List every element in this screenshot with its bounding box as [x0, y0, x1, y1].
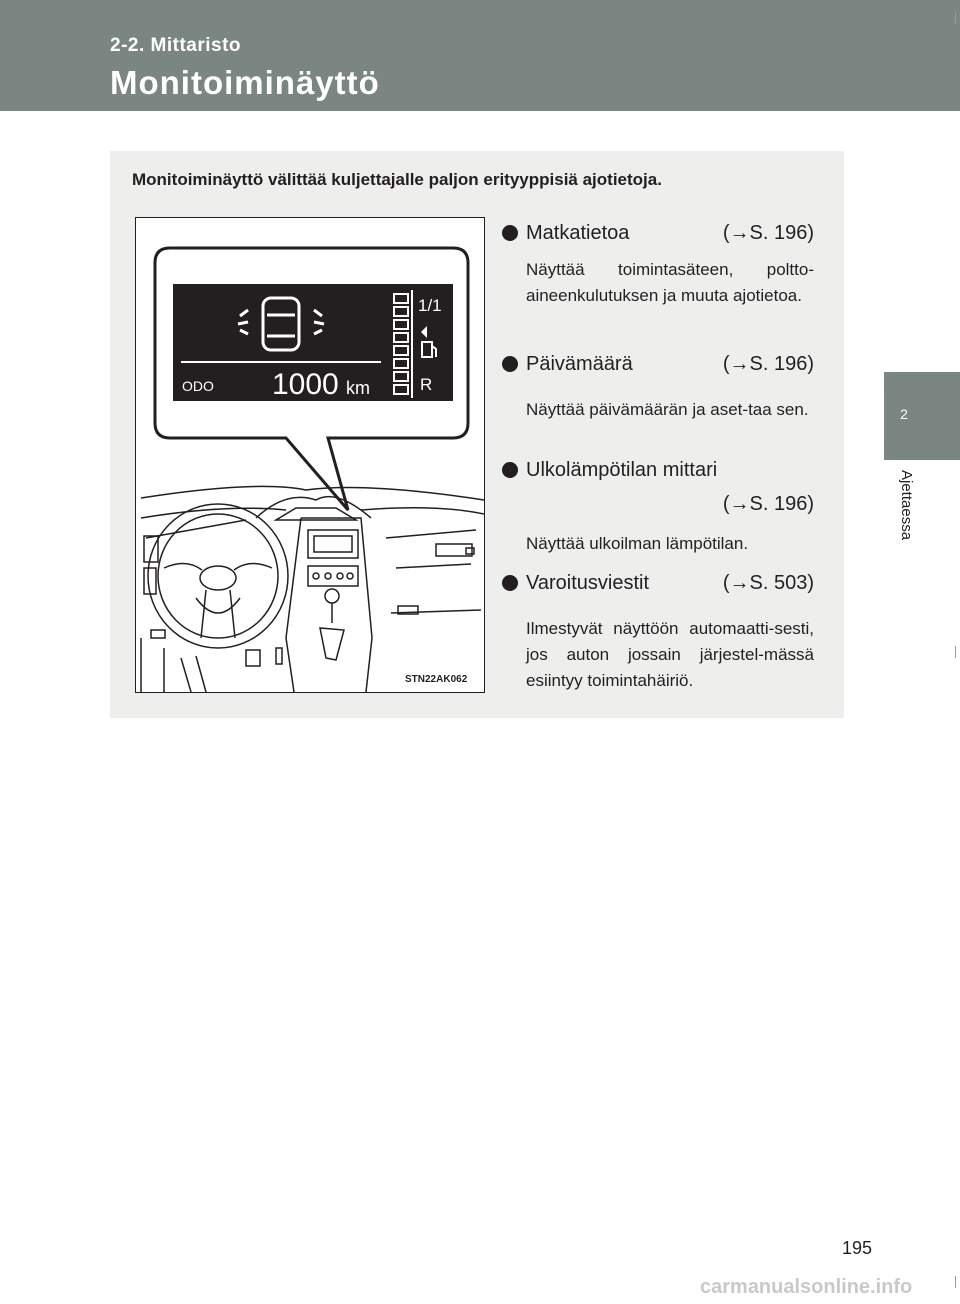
- odometer-unit: km: [346, 378, 370, 398]
- item-description: Näyttää ulkoilman lämpötilan.: [526, 534, 749, 553]
- section-number: 2-2. Mittaristo: [110, 35, 242, 56]
- item-description: Näyttää päivämäärän ja aset-taa sen.: [526, 400, 809, 419]
- list-item-trip-info: [502, 222, 814, 309]
- fraction-readout: 1/1: [418, 296, 442, 315]
- list-item-warning-messages: [502, 572, 814, 694]
- page-reference-link[interactable]: (→S. 503): [722, 572, 814, 594]
- bullet-icon: [502, 462, 518, 478]
- odometer-value: 1000: [272, 368, 339, 401]
- chapter-tab-label: Ajettaessa: [898, 470, 915, 541]
- chapter-tab-number: 2: [900, 406, 908, 422]
- list-item-outside-temperature: [502, 459, 814, 557]
- list-item-date: [502, 353, 814, 423]
- figure-illustration: [135, 217, 485, 693]
- item-title: Matkatietoa: [526, 222, 630, 244]
- page-reference-link[interactable]: (→S. 196): [722, 222, 814, 244]
- watermark: carmanualsonline.info: [700, 1276, 913, 1298]
- dashboard-line-art: [141, 486, 484, 692]
- odo-label: ODO: [182, 378, 214, 394]
- crop-mark: [955, 646, 956, 658]
- page-number: 195: [842, 1238, 873, 1258]
- item-title: Päivämäärä: [526, 353, 633, 375]
- crop-mark: [955, 12, 956, 24]
- bullet-icon: [502, 225, 518, 241]
- gear-readout: R: [420, 375, 433, 394]
- page-reference-link[interactable]: (→S. 196): [722, 353, 814, 375]
- chapter-tab-label-wrap: [895, 470, 915, 580]
- crop-mark: [955, 1276, 956, 1288]
- intro-text: Monitoiminäyttö välittää kuljettajalle paljon erityyppisiä ajotietoja.: [132, 170, 662, 189]
- item-description: Ilmestyvät näyttöön automaatti-sesti, jos auton jossain järjestel-mässä esiintyy toimintahäiriö.: [526, 619, 814, 690]
- item-description: Näyttää toimintasäteen, poltto-aineenkulutuksen ja muuta ajotietoa.: [526, 260, 814, 305]
- figure-code: STN22AK062: [405, 674, 468, 685]
- page-reference-link[interactable]: (→S. 196): [722, 493, 814, 515]
- item-title: Ulkolämpötilan mittari: [526, 459, 718, 481]
- dashboard-illustration: [136, 218, 484, 692]
- bullet-icon: [502, 575, 518, 591]
- item-title: Varoitusviestit: [526, 572, 650, 594]
- page-title: Monitoiminäyttö: [110, 64, 380, 101]
- bullet-icon: [502, 356, 518, 372]
